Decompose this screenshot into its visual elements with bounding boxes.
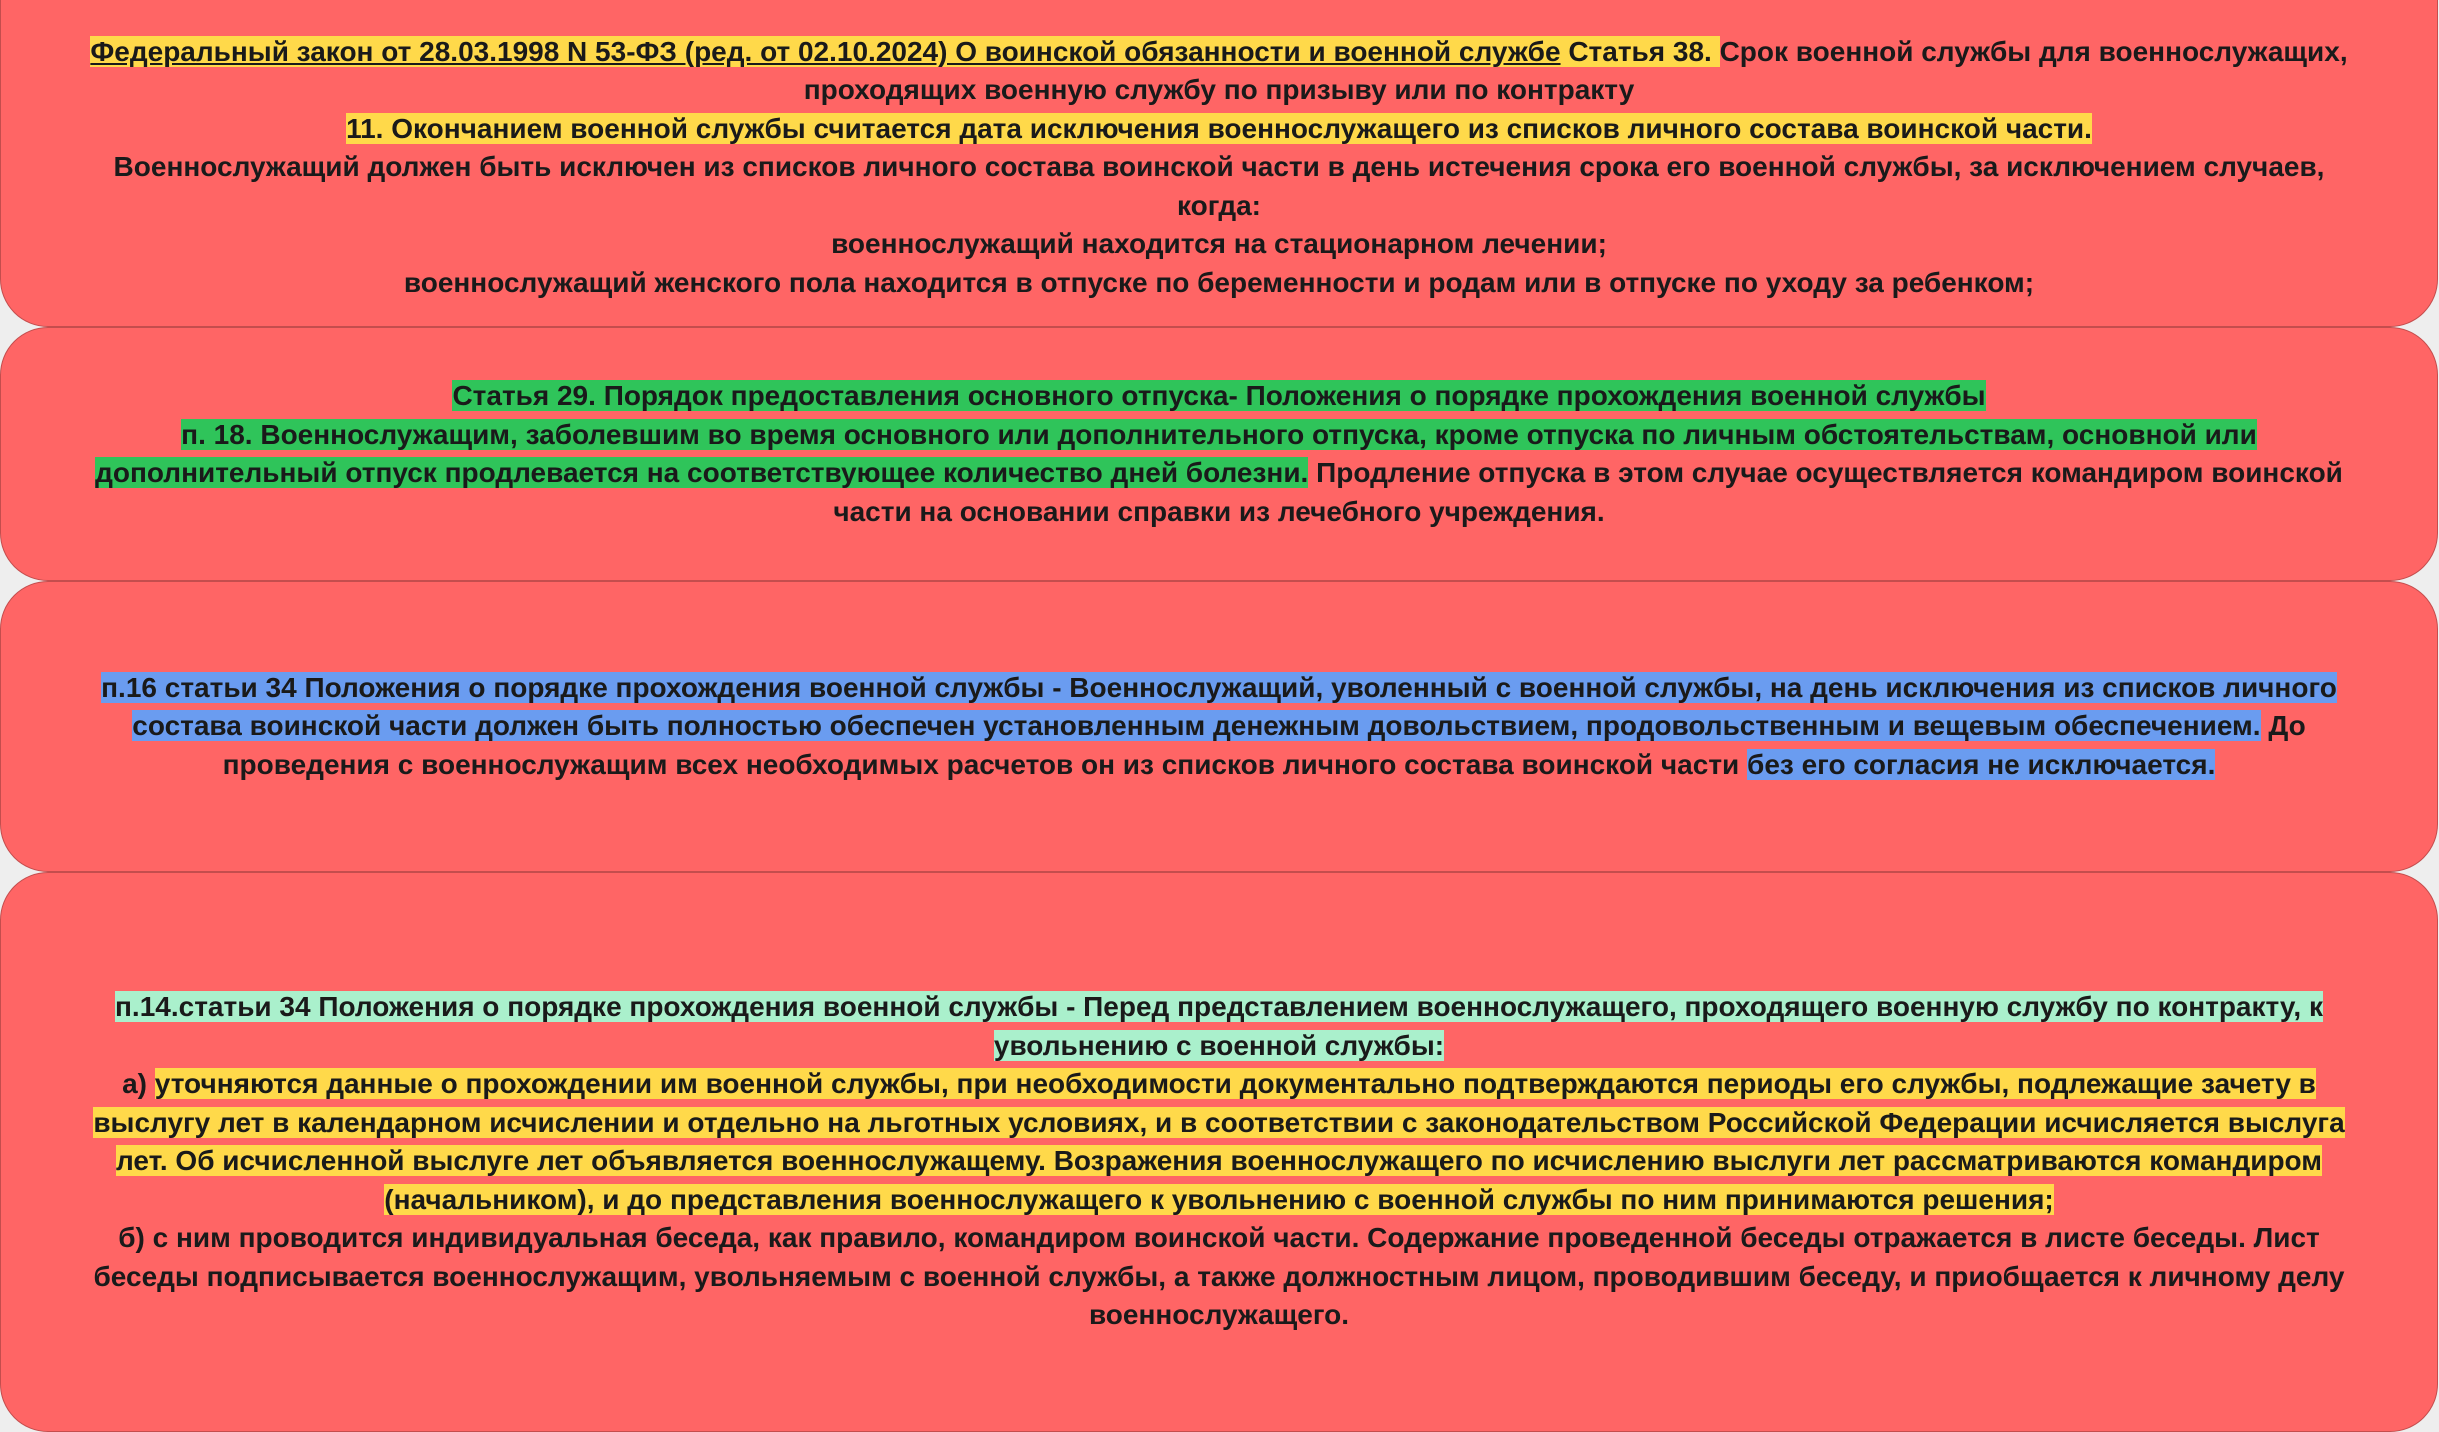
article-label: Статья 38. (1560, 35, 1720, 67)
item-b-part3: военнослужащего. (1088, 1299, 1350, 1330)
item-b-part2: беседы подписывается военнослужащим, увольняемым с военной службы, а также должностным лицом, проводившим беседу, и приобщается к личному делу (93, 1260, 2345, 1292)
paragraph-18-c: Продление отпуска в этом случае осуществляется командиром воинской (1308, 457, 2343, 488)
paragraph-18-a: п. 18. Военнослужащим, заболевшим во время основного или дополнительного отпуска, кроме отпуска по личным обстоятельствам, основной или (181, 418, 2257, 450)
item-a-part5: Об исчисленной выслуге лет объявляется военнослужащему. Возражения военнослужащего по исчислению выслуги лет рассматриваются командиром (167, 1145, 2322, 1176)
case-hospital: военнослужащий находится на стационарном лечении; (831, 228, 1607, 260)
item-a-part2: выслугу лет в календарном исчислении и отдельно на льготных условиях, (93, 1106, 1148, 1138)
card-article-38 (0, 0, 2438, 327)
item-b-part1: б) с ним проводится индивидуальная беседа, как правило, командиром воинской части. Содержание проведенной беседы отражается в листе беседы. Лист (118, 1222, 2320, 1253)
item-a-part4: лет. (116, 1145, 168, 1176)
law-heading-line (31, 33, 2407, 72)
card-paragraph-16 (0, 581, 2438, 872)
paragraph-16-c: До (2260, 710, 2306, 742)
paragraph-14-a: п.14.статьи 34 Положения о порядке прохождения военной службы - Перед представлением военнослужащего, проходящего военную службу по контракту, к (115, 991, 2323, 1022)
paragraph-16-b: состава воинской части должен быть полностью обеспечен установленным денежным довольствием, продовольственным и вещевым обеспечением. (132, 710, 2261, 742)
article-title-part2: проходящих военную службу по призыву или по контракту (803, 74, 1635, 106)
paragraph-16-d: проведения с военнослужащим всех необходимых расчетов он из списков личного состава воинской части (222, 748, 1748, 780)
item-a-prefix: а) (122, 1068, 155, 1099)
card-article-29 (0, 327, 2438, 581)
item-a-part6: (начальником), и до представления военнослужащего к увольнению с военной службы по ним принимаются решения; (384, 1183, 2054, 1215)
law-title-link[interactable]: Федеральный закон от 28.03.1998 N 53-ФЗ (ред. от 02.10.2024) О воинской обязанности и военной службе (90, 35, 1561, 67)
paragraph-main-a: Военнослужащий должен быть исключен из списков личного состава воинской части в день истечения срока его военной службы, за исключением случаев, (113, 151, 2325, 183)
paragraph-16-e: без его согласия не исключается. (1747, 748, 2216, 780)
item-a-part3: и в соответствии с законодательством Российской Федерации исчисляется выслуга (1147, 1106, 2345, 1138)
article-title-part1: Срок военной службы для военнослужащих, (1719, 35, 2348, 67)
paragraph-18-d: части на основании справки из лечебного учреждения. (833, 495, 1605, 527)
paragraph-14-b: увольнению с военной службы: (993, 1029, 1445, 1061)
paragraph-18-b: дополнительный отпуск продлевается на соответствующее количество дней болезни. (95, 457, 1309, 488)
item-a-part1: уточняются данные о прохождении им военной службы, при необходимости документально подтверждаются периоды его службы, подлежащие зачету в (154, 1068, 2316, 1099)
case-maternity: военнослужащий женского пола находится в отпуске по беременности и родам или в отпуске по уходу за ребенком; (403, 266, 2035, 298)
article-29-title: Статья 29. Порядок предоставления основного отпуска- Положения о порядке прохождения военной службы (452, 380, 1986, 411)
paragraph-main-b: когда: (1176, 189, 1261, 221)
paragraph-11: 11. Окончанием военной службы считается дата исключения военнослужащего из списков личного состава воинской части. (346, 112, 2092, 144)
card-paragraph-14 (0, 872, 2438, 1432)
paragraph-16-a: п.16 статьи 34 Положения о порядке прохождения военной службы - Военнослужащий, уволенный с военной службы, на день исключения из списков личного (101, 671, 2337, 703)
